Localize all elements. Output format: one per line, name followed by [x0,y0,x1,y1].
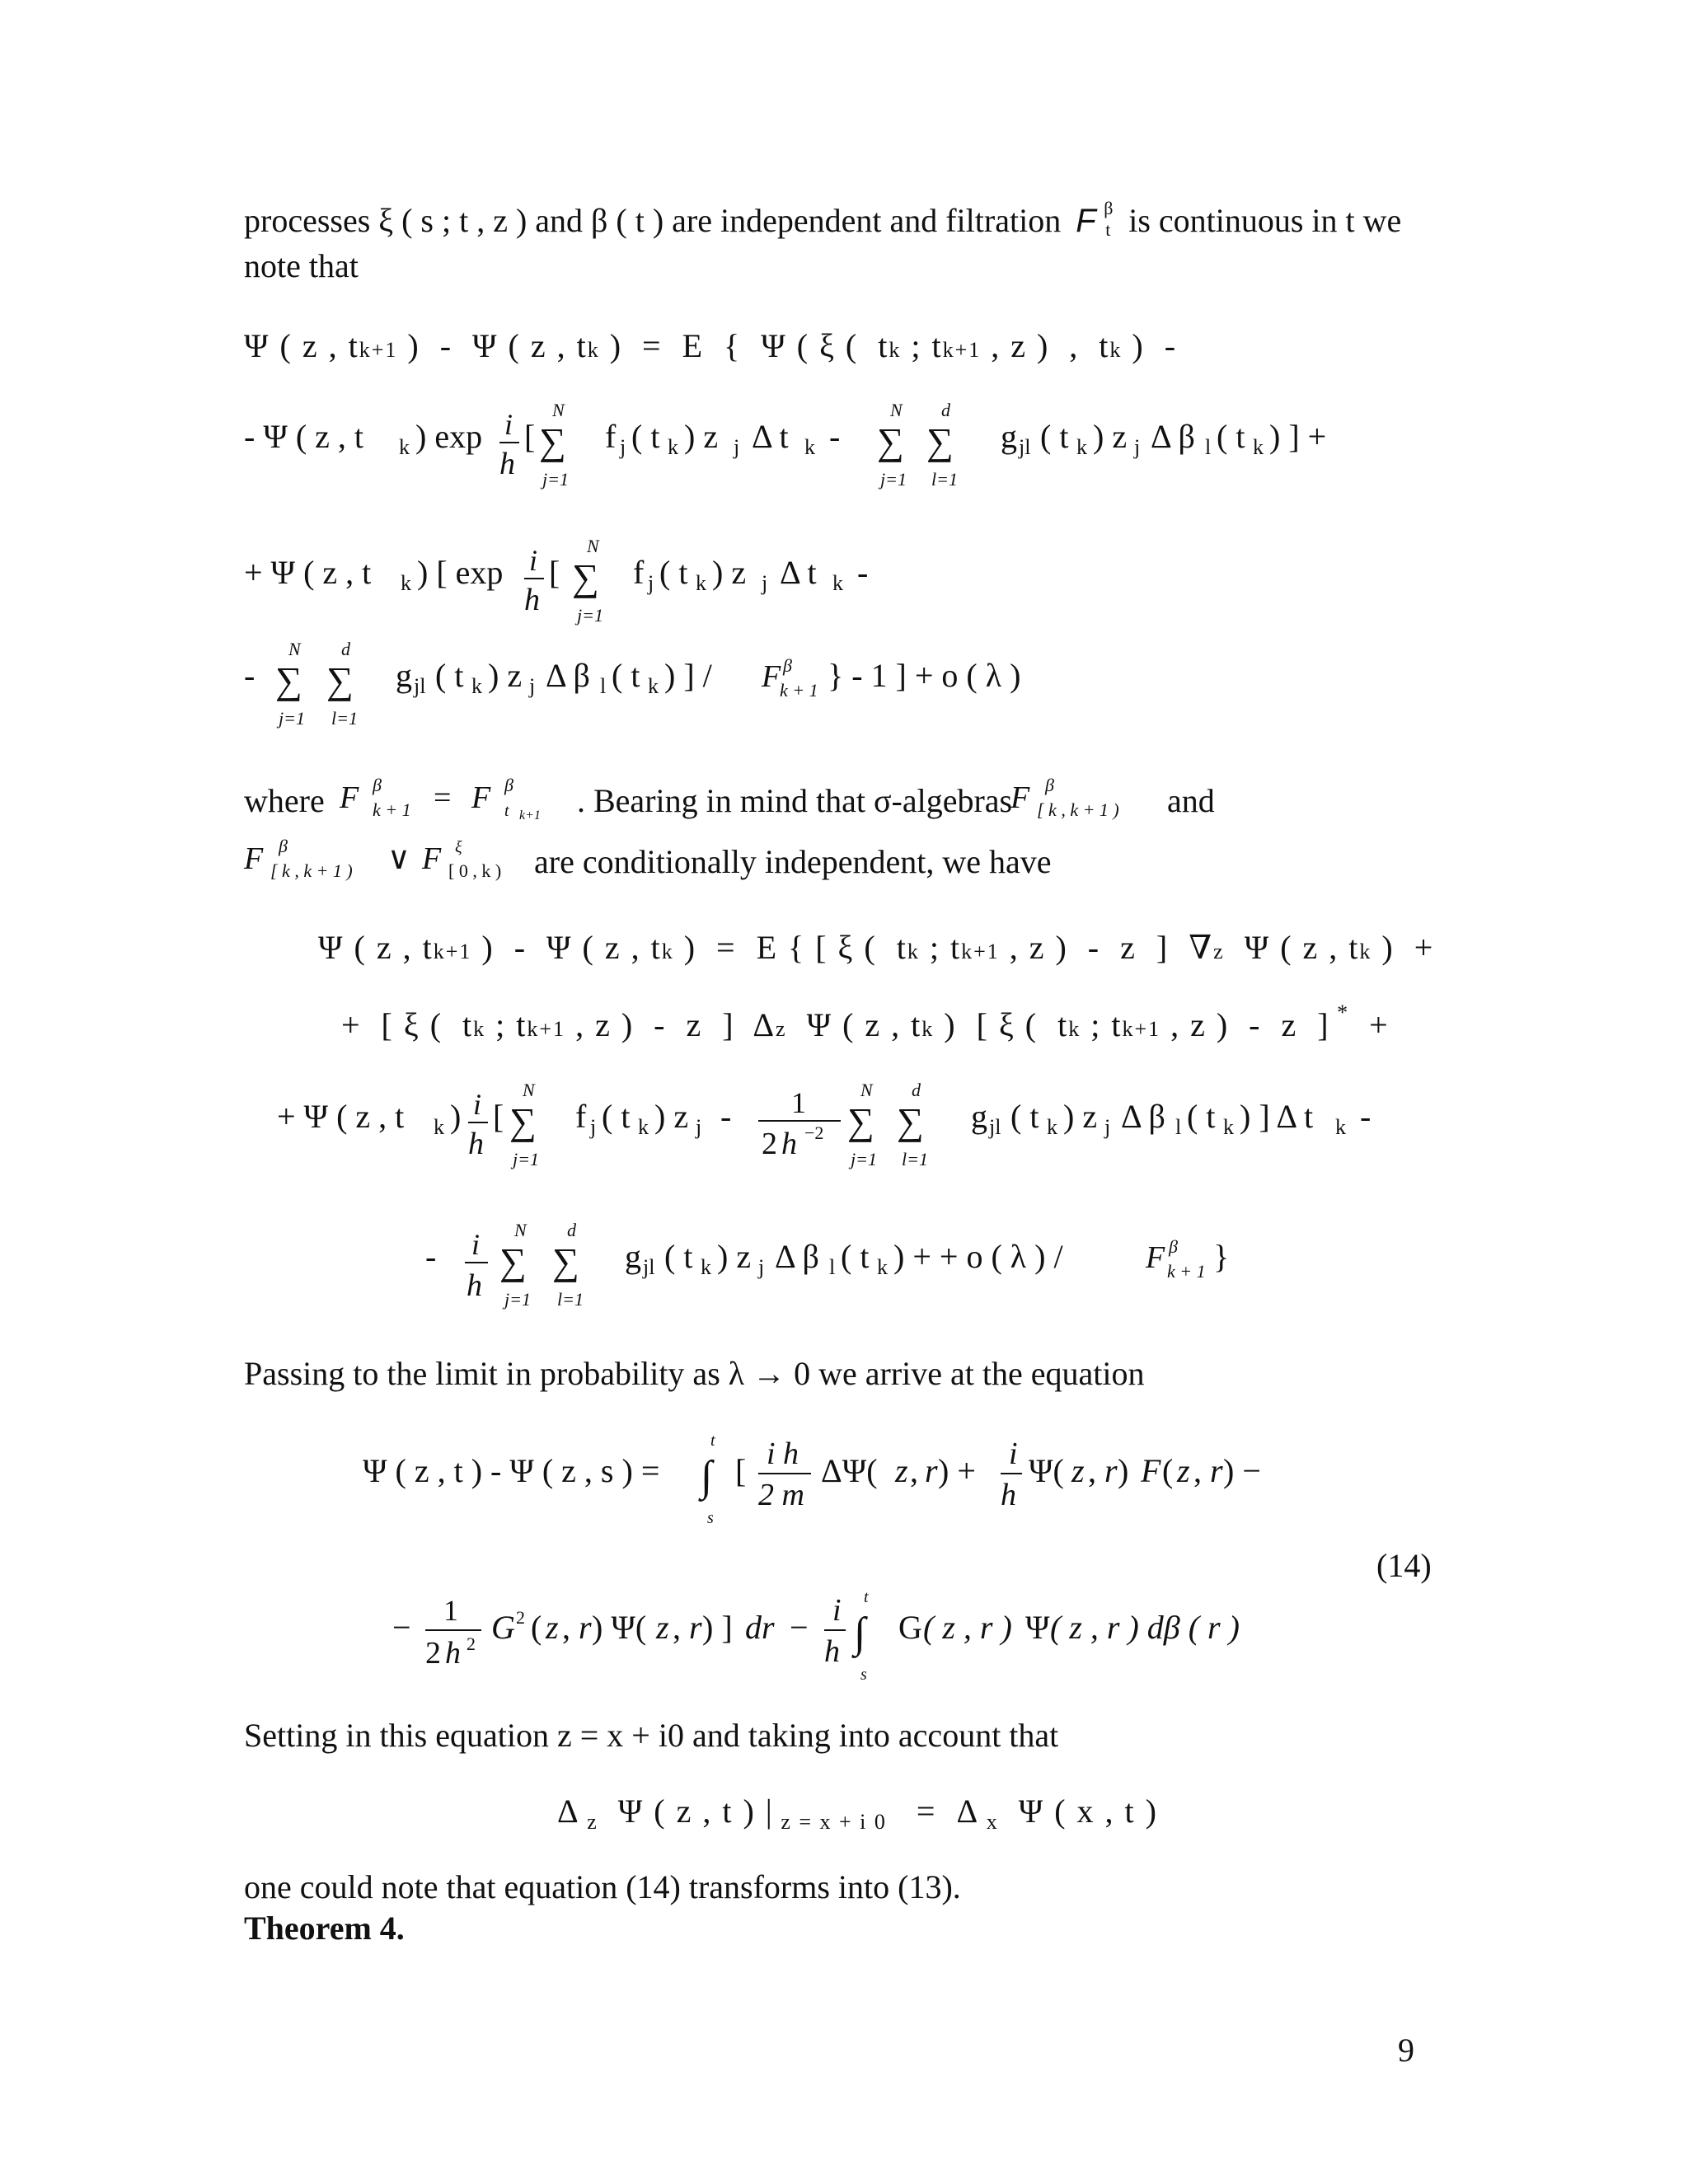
sum-icon: ∑ [539,420,566,462]
eq-sub: k [696,571,706,595]
eq-sub: k [638,1115,649,1139]
filtration-letter: F [471,780,491,815]
sum-upper: N [523,1080,535,1100]
eq-sub: jl [1019,435,1031,459]
equation-line-4 [239,639,1146,738]
eq-sub: k [471,674,482,698]
frac-num: i [529,544,538,577]
eq-text: ) + + o ( λ ) / [893,1238,1063,1275]
eq-text: Ψ ( z , t ) - Ψ ( z , s ) = [363,1452,660,1489]
sum-upper: d [941,400,950,420]
eq-text: - [857,554,869,591]
filtration-sup: β [373,775,382,795]
eq-sub: l [1175,1115,1182,1139]
equation-line [244,326,1177,366]
frac-den: h [1001,1478,1016,1512]
eq-text: ) ] / [664,657,712,694]
frac-num: i [1009,1436,1018,1471]
equation-number: (14) [1376,1547,1432,1584]
sum-lower: j=1 [577,605,603,626]
eq-text: f [605,418,617,455]
eq-text: ) ] [702,1609,733,1646]
sum-upper: d [912,1080,921,1100]
eq-text: [ [735,1452,747,1489]
eq-text: ) - [1122,327,1178,364]
eq-text: r [689,1609,702,1646]
eq-sub: k [701,1255,711,1279]
eq-text: r [1104,1452,1118,1489]
eq-text: ; t [919,929,962,966]
paragraph-line [1167,781,1215,821]
sum-icon: ∑ [926,420,954,462]
eq-text: f [575,1098,587,1135]
eq-sub: jl [643,1255,655,1279]
frac-den: h [467,1268,482,1303]
frac-num: 1 [443,1594,458,1627]
eq-text: g [971,1098,987,1135]
equation-line-8 [420,1220,1343,1319]
sum-upper: N [890,400,903,420]
eq-sub: k [1076,435,1087,459]
eq-text: Ψ ( x , t ) [998,1793,1158,1830]
eq-text: ) = E { [ ξ ( t [673,929,907,966]
eq-text: - [829,418,841,455]
sum-icon: ∑ [847,1100,874,1142]
paragraph-line: Passing to the limit in probability as λ → 0 we arrive at the equation [244,1355,1145,1392]
eq-text: [ [493,1098,504,1135]
sum-icon: ∑ [326,659,354,701]
eq-text: g [625,1238,641,1275]
paragraph-line [534,842,1052,882]
sum-upper: N [288,639,301,659]
filtration-letter: F [1076,203,1096,239]
sum-icon: ∑ [552,1240,579,1282]
integral-icon: ∫ [854,1610,866,1657]
sum-lower: l=1 [557,1289,584,1310]
paragraph-line [244,198,1402,241]
eq-sub: k [401,571,411,595]
eq-sub: j [620,435,626,459]
eq-sub: z [579,1810,598,1834]
eq-sub: k+1 [1122,1017,1161,1041]
eq-sub: k+1 [433,940,472,963]
frac-den: h [524,583,540,617]
frac-den: h [781,1127,797,1161]
eq-text: ) ] Δ t [1240,1098,1314,1135]
eq-text: , [673,1609,681,1646]
eq-text: Ψ ( z , t [318,929,434,966]
eq-text: G [491,1609,515,1646]
filtration-sub: [ 0 , k ) [448,860,502,881]
eq-text: - [720,1098,732,1135]
eq-text: ( z , r ) dβ ( r ) [1050,1609,1240,1646]
sum-lower: j=1 [542,469,569,490]
sum-lower: j=1 [279,708,305,729]
eq-sub: j [1104,1115,1111,1139]
equation-line-2 [239,400,1409,499]
eq-text: ; t [1081,1006,1123,1043]
text-run: and [1167,782,1215,819]
filtration-sup: β [1045,775,1054,795]
int-upper: t [710,1432,715,1450]
equation-line-9 [359,1426,1324,1541]
eq-sub: j [734,435,740,459]
eq-sub: k [889,338,902,362]
eq-sub: k [1047,1115,1057,1139]
integral-icon: ∫ [701,1453,713,1500]
sigma-algebra-formula [1009,771,1165,829]
eq-text: } - 1 ] + o ( λ ) [828,657,1021,694]
eq-text: ) [450,1098,462,1135]
sum-lower: l=1 [931,469,958,490]
eq-sub: k [804,435,815,459]
equation-line [341,1001,1390,1045]
eq-text: z [895,1452,908,1489]
text-run: are conditionally independent, we have [534,843,1052,880]
sum-lower: j=1 [851,1149,877,1169]
eq-text: ) [ exp [417,554,504,591]
eq-text: ( t [612,657,640,694]
frac-num: i [471,1228,481,1261]
eq-text: r [1210,1452,1223,1489]
eq-text: , [1088,1452,1096,1489]
eq-text: - Ψ ( z , t [244,418,364,455]
eq-text: Δ t [780,554,817,591]
page-number: 9 [1398,2032,1414,2069]
eq-text: Δ β [775,1238,819,1275]
filtration-sub: t [504,802,509,820]
sum-lower: l=1 [902,1149,928,1169]
equation-line-10 [379,1582,1319,1698]
frac-den: 2 [762,1127,777,1161]
filtration-sup: β [504,775,513,795]
eq-sub: k [1253,435,1264,459]
eq-sub: l [829,1255,836,1279]
eq-text: ( t [1040,418,1069,455]
eq-text: f [633,554,645,591]
frac-den: h [468,1127,484,1161]
eq-sub: j [1134,435,1141,459]
equation-line [557,1792,1158,1834]
sigma-algebra-join-formula [242,832,547,890]
eq-text: ) + [1372,929,1435,966]
filtration-sub: [ k , k + 1 ) [1037,799,1119,820]
eq-text: ( t [1010,1098,1039,1135]
eq-sub: z [776,1017,787,1041]
eq-text: ( t [659,554,688,591]
eq-sub: k [399,435,410,459]
sum-lower: j=1 [880,469,907,490]
filtration-sup: ξ [455,838,462,856]
eq-text: - [1360,1098,1372,1135]
eq-text: [ [549,554,560,591]
eq-sub: k [661,940,674,963]
eq-text: Δ [557,1793,580,1830]
eq-sub: l [600,674,607,698]
eq-sub: k+1 [359,338,398,362]
eq-text: ) z [684,418,719,455]
eq-sup: * [1329,1001,1350,1024]
eq-text: G [898,1609,922,1646]
eq-sub: x [979,1810,999,1834]
eq-text: F [1141,1452,1161,1489]
sum-lower: j=1 [504,1289,531,1310]
eq-text: ) z [1063,1098,1098,1135]
eq-sub: k [877,1255,888,1279]
filtration-letter: F [422,841,442,876]
eq-text: z [656,1609,669,1646]
filtration-letter: F [1146,1240,1165,1275]
eq-text: ) z [717,1238,752,1275]
sum-lower: j=1 [513,1149,539,1169]
eq-text: , [1193,1452,1202,1489]
eq-text: − [392,1609,411,1646]
eq-text: + Ψ ( z , t [277,1098,405,1135]
eq-text: ( t [631,418,660,455]
eq-sub: k+1 [961,940,1000,963]
eq-text: ( t [841,1238,870,1275]
filtration-sub: k + 1 [780,680,818,701]
sum-upper: d [567,1220,576,1240]
eq-text: [ [524,418,536,455]
filtration-sub: k + 1 [373,799,411,820]
eq-text: z [546,1609,559,1646]
eq-sub: jl [989,1115,1001,1139]
eq-sub: k [1335,1115,1346,1139]
filtration-sub: [ k , k + 1 ) [270,860,353,881]
where-filtration-formula [336,771,584,829]
eq-text: ) [1118,1452,1129,1489]
eq-text: + Ψ ( z , t [244,554,372,591]
eq-text: r [579,1609,592,1646]
eq-text: ) - Ψ ( z , t [471,929,662,966]
eq-text: - [425,1238,437,1275]
eq-text: , [910,1452,918,1489]
frac-den: h [445,1636,461,1671]
eq-sub: k [921,1017,935,1041]
eq-text: Ψ ( z , t [1224,929,1360,966]
eq-text: - [244,657,256,694]
paragraph-line: one could note that equation (14) transforms into (13). [244,1868,961,1905]
frac-den-sup: 2 [467,1633,476,1654]
filtration-sub: t [1105,219,1111,240]
eq-text: } [1213,1238,1230,1275]
filtration-sup: β [279,836,288,856]
equation-line-7 [272,1080,1409,1179]
eq-text: ( t [664,1238,693,1275]
eq-text: ) ] + [1269,418,1327,455]
eq-text: ) z [1093,418,1128,455]
eq-sub: k [434,1115,444,1139]
eq-text: ( [1162,1452,1174,1489]
eq-text: ) z [654,1098,689,1135]
eq-text: , z ) - z ] Δ [565,1006,776,1043]
eq-sub: k [587,338,600,362]
sum-icon: ∑ [509,1100,537,1142]
frac-num: i [504,408,513,441]
eq-text: + [ ξ ( t [341,1006,474,1043]
eq-sub: k [648,674,659,698]
eq-text: ) z [712,554,747,591]
eq-text: = [434,780,452,815]
frac-den: h [499,447,515,481]
eq-text: ( t [602,1098,631,1135]
filtration-sup: β [1104,198,1114,218]
eq-text: ) = E { Ψ ( ξ ( t [599,327,889,364]
equation-line-3 [239,536,981,635]
eq-text: ) exp [415,418,483,455]
eq-text: Δ β [1151,418,1195,455]
sum-icon: ∑ [499,1240,527,1282]
sum-icon: ∑ [572,556,599,598]
eq-sub: z = x + i 0 [773,1810,887,1834]
eq-text: Ψ ( z , t [244,327,359,364]
eq-sub: k [1359,940,1372,963]
eq-text: ( t [1187,1098,1216,1135]
eq-text: , [562,1609,570,1646]
paragraph-line [244,781,325,821]
eq-text: , z ) - z ] [1160,1006,1330,1043]
eq-text: g [1001,418,1017,455]
sum-icon: ∑ [897,1100,924,1142]
eq-sub: j [696,1115,702,1139]
sum-icon: ∑ [275,659,302,701]
eq-sub: l [1205,435,1212,459]
eq-sub: j [529,674,536,698]
frac-num: i [473,1088,482,1121]
eq-sup: 2 [516,1607,525,1628]
frac-num: i [832,1593,842,1628]
text-run: is continuous in t we [1128,202,1402,239]
paragraph-line: Setting in this equation z = x + i0 and taking into account that [244,1717,1059,1754]
eq-sub: j [758,1255,765,1279]
eq-sub: jl [414,674,426,698]
eq-sub: k [473,1017,486,1041]
filtration-symbol [1076,198,1115,241]
eq-text: ) - Ψ ( z , t [397,327,588,364]
paragraph-line: note that [244,247,359,284]
eq-text: z [1071,1452,1085,1489]
eq-text: ( t [1217,418,1245,455]
frac-num: 1 [791,1086,806,1119]
eq-text: ) [ ξ ( t [934,1006,1069,1043]
eq-text: Ψ ( z , t ) | [598,1793,774,1830]
eq-sub: k [907,940,920,963]
eq-sub: z [1213,940,1225,963]
eq-text: , z ) , t [981,327,1110,364]
frac-num: i h [767,1436,799,1471]
eq-sub: j [762,571,768,595]
sum-upper: d [341,639,350,659]
filtration-letter: F [340,780,359,815]
int-upper: t [864,1588,869,1606]
eq-text: ( t [435,657,464,694]
eq-text: Δ β [1121,1098,1165,1135]
eq-text: Ψ( [1029,1452,1064,1489]
eq-text: Δ β [546,657,590,694]
sum-icon: ∑ [877,420,904,462]
join-icon: ∨ [387,841,410,876]
eq-sub: k [1223,1115,1234,1139]
int-lower: s [860,1666,867,1684]
filtration-letter: F [1010,780,1030,815]
eq-text: ) z [488,657,523,694]
sum-lower: l=1 [331,708,358,729]
filtration-sub: k + 1 [1167,1261,1206,1282]
theorem-heading: Theorem 4. [244,1910,405,1947]
eq-sub: j [648,571,654,595]
frac-den: h [824,1634,840,1669]
eq-sub: k+1 [527,1017,566,1041]
sum-upper: N [587,536,599,556]
eq-text: , z ) - z ] ∇ [999,929,1214,966]
frac-den: 2 m [758,1478,804,1512]
eq-text: Ψ ( z , t [786,1006,922,1043]
filtration-subsub: k+1 [519,808,541,823]
eq-text: = Δ [886,1793,980,1830]
eq-text: ( z , r ) [923,1609,1012,1646]
frac-den: 2 [425,1636,441,1671]
eq-text: ΔΨ( [821,1452,878,1489]
eq-text: g [396,657,412,694]
filtration-sup: β [1169,1236,1178,1257]
eq-text: r [925,1452,938,1489]
sum-upper: N [552,400,565,420]
eq-text: − [790,1609,809,1646]
eq-text: ) − [1223,1452,1261,1489]
eq-text: dr [745,1609,775,1646]
eq-text: ; t [901,327,943,364]
filtration-letter: F [244,841,264,876]
text-run: where [244,782,325,819]
eq-sub: k [668,435,678,459]
eq-text: ( [531,1609,542,1646]
int-lower: s [707,1509,714,1527]
eq-text: Δ t [752,418,789,455]
sum-upper: N [514,1220,527,1240]
text-run: . Bearing in mind that σ-algebras [577,782,1013,819]
filtration-sup: β [783,655,792,676]
sum-upper: N [860,1080,873,1100]
eq-sub: k+1 [942,338,982,362]
eq-sub: j [590,1115,597,1139]
filtration-letter: F [762,659,781,694]
equation-line [318,928,1434,968]
eq-sub: k [1109,338,1123,362]
eq-text: z [1177,1452,1190,1489]
text-run: processes ξ ( s ; t , z ) and β ( t ) are independent and filtration [244,202,1062,239]
paragraph-line [577,781,1012,821]
eq-text: ; t [485,1006,528,1043]
eq-text: Ψ [1025,1609,1050,1646]
eq-sub: k [1068,1017,1081,1041]
eq-text: ) Ψ( [592,1609,647,1646]
eq-text: ) + [938,1452,976,1489]
eq-sub: k [832,571,843,595]
eq-text: + [1349,1006,1390,1043]
frac-den-sup: −2 [804,1122,824,1143]
